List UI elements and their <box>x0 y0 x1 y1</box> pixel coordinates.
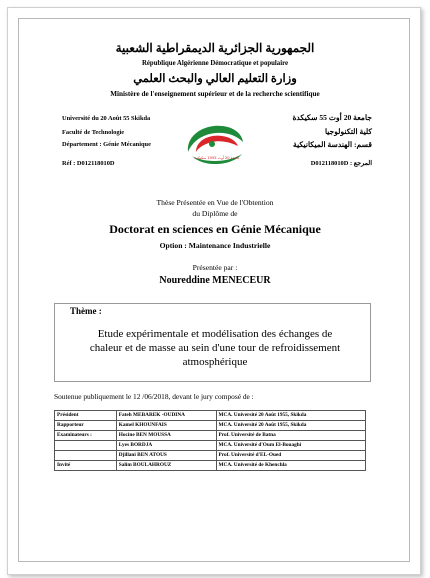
jury-role <box>55 441 117 451</box>
table-row <box>55 451 366 461</box>
university-name-fr: Université du 20 Août 55 Skikda <box>62 115 151 122</box>
jury-position: MCA. Université 20 Août 1955, Skikda <box>216 421 366 431</box>
table-row <box>55 421 366 431</box>
table-row <box>55 431 366 441</box>
university-name-ar: جامعة 20 أوت 55 سكيكدة <box>292 113 372 122</box>
jury-position: MCA. Université 20 Août 1955, Skikda <box>216 411 366 421</box>
jury-position: MCA. Université d'Oum El-Bouaghi <box>216 441 366 451</box>
jury-position: Prof. Université d'EL-Oued <box>216 451 366 461</box>
table-row <box>55 441 366 451</box>
jury-role <box>55 451 117 461</box>
jury-name: Salim BOULAHROUZ <box>116 461 216 471</box>
author-name: Noureddine MENECEUR <box>159 275 271 286</box>
department-name-ar: قسم: الهندسة الميكانيكية <box>293 140 372 149</box>
jury-position: MCA. Université de Khenchla <box>216 461 366 471</box>
department-name-fr: Département : Génie Mécanique <box>62 141 151 148</box>
thesis-title-line2: chaleur et de masse au sein d'une tour de refroidissement <box>89 342 341 354</box>
thesis-intro-line2: du Diplôme de <box>192 209 238 218</box>
jury-name: Fateh MEBAREK -OUDINA <box>116 411 216 421</box>
arabic-republic-title: الجمهورية الجزائرية الديمقراطية الشعبية <box>115 41 315 55</box>
arabic-ministry-title: وزارة التعليم العالي والبحث العلمي <box>133 73 297 85</box>
university-logo <box>182 118 248 170</box>
jury-role: Examinateurs : <box>55 431 117 441</box>
reference-ar: D012118010D : المرجع <box>310 160 372 167</box>
thesis-intro-line1: Thèse Présentée en Vue de l'Obtention <box>156 198 274 207</box>
jury-role: Rapporteur <box>55 421 117 431</box>
faculty-name-ar: كلية التكنولوجيا <box>324 127 372 136</box>
jury-position: Prof. Université de Batna <box>216 431 366 441</box>
logo-text: جامعة 20 أوت 1955 سكيكدة <box>194 156 240 160</box>
jury-name: Lyes BORDJA <box>116 441 216 451</box>
jury-table <box>54 410 366 471</box>
thesis-title-line3: atmosphérique <box>182 356 248 368</box>
jury-name: Hocine BEN MOUSSA <box>116 431 216 441</box>
reference-fr: Réf : D012118010D <box>62 160 115 167</box>
defense-statement: Soutenue publiquement le 12 /06/2018, devant le jury composé de : <box>54 392 254 401</box>
jury-name: Kamel KHOUNFAIS <box>116 421 216 431</box>
option-line: Option : Maintenance Industrielle <box>159 241 271 250</box>
degree-title: Doctorat en sciences en Génie Mécanique <box>109 222 321 236</box>
table-row <box>55 411 366 421</box>
french-republic-title: République Algérienne Démocratique et populaire <box>141 60 288 67</box>
faculty-name-fr: Faculté de Technologie <box>62 129 125 136</box>
presented-by-label: Présentée par : <box>192 263 238 272</box>
table-row <box>55 461 366 471</box>
theme-label: Thème : <box>70 306 102 316</box>
university-logo-icon <box>182 118 248 170</box>
jury-role: Invité <box>55 461 117 471</box>
jury-role: Président <box>55 411 117 421</box>
jury-name: Djillani BEN ATOUS <box>116 451 216 461</box>
french-ministry-title: Ministère de l'enseignement supérieur et de la recherche scientifique <box>110 90 320 98</box>
page-border-frame <box>18 18 410 562</box>
thesis-title-line1: Etude expérimentale et modélisation des échanges de <box>97 328 333 340</box>
